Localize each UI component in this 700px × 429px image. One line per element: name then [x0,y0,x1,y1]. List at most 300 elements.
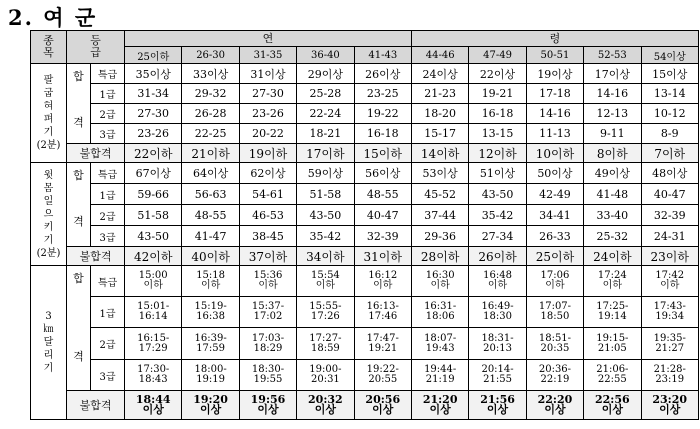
cell-line: 16:30 [425,270,455,281]
cell-line: 19:55 [253,374,283,385]
cell-line: 15:37- [251,301,285,312]
table-cell [125,266,182,297]
table-cell: 56-63 [182,184,239,205]
table-cell: 40-47 [354,205,411,226]
grade-label: 2급 [91,205,125,226]
cell-line: 이하 [373,280,393,291]
table-cell: 16-18 [469,104,526,124]
table-cell: 34-41 [526,205,583,226]
table-cell: 26-28 [182,104,239,124]
event-name-char: 기 [43,127,54,138]
pass-label [67,64,91,144]
fail-cell: 26이하 [469,247,526,266]
event-name-char: 펴 [43,114,54,125]
grade-label: 1급 [91,84,125,104]
cell-line: 21:27 [655,342,685,354]
age-col-header: 36-40 [297,47,354,64]
cell-line: 17:07- [538,301,572,312]
table-cell: 38-45 [239,226,296,247]
fail-cell: 34이하 [297,247,354,266]
table-cell: 48-55 [354,184,411,205]
cell-line: 20:14- [481,364,514,375]
fail-cell: 19이하 [239,144,296,163]
cell-line: 19:35- [653,332,686,344]
cell-line: 18:51- [538,332,572,344]
fail-cell [125,391,182,420]
fail-label: 불합격 [67,144,125,163]
event-name [31,64,67,163]
cell-line: 18:29 [253,342,283,354]
event-name-char: 기 [43,234,54,246]
cell-line: 17:46 [368,311,398,322]
cell-line: 22:56 [594,393,630,406]
cell-line: 22:20 [537,393,573,406]
fail-cell: 28이하 [411,247,468,266]
grade-header: 등 급 [67,31,125,64]
table-cell [469,360,526,391]
table-cell: 14-16 [584,84,641,104]
age-col-header: 50-51 [526,47,583,64]
event-name [31,163,67,266]
fail-cell [354,391,411,420]
event-name-char: (2분) [36,140,61,151]
cell-line: 16:31- [424,301,457,312]
event-name-char: 키 [43,221,54,233]
fail-cell [411,391,468,420]
table-cell: 13-15 [469,124,526,144]
table-cell: 51이상 [469,163,526,184]
table-cell [125,360,182,391]
table-cell: 11-13 [526,124,583,144]
fail-cell: 10이하 [526,144,583,163]
cell-line: 15:55- [309,301,342,312]
fail-cell: 17이하 [297,144,354,163]
pass-char: 격 [73,350,84,363]
cell-line: 19:19 [196,374,226,385]
table-cell: 29-36 [411,226,468,247]
cell-line: 18:06 [425,311,455,322]
event-name-char: 일 [43,195,54,207]
table-cell: 46-53 [239,205,296,226]
cell-line: 이하 [487,280,508,291]
cell-line: 16:14 [138,311,168,322]
table-cell: 14-16 [526,104,583,124]
fail-cell [297,391,354,420]
cell-line: 18:00- [194,364,227,375]
cell-line: 16:13- [366,301,399,312]
table-cell: 37-44 [411,205,468,226]
table-cell: 9-11 [584,124,641,144]
table-cell [125,328,182,360]
age-header-left: 연 [125,31,412,47]
cell-line: 16:49- [481,301,514,312]
table-cell: 50이상 [526,163,583,184]
grade-label: 3급 [91,360,125,391]
age-col-header: 52-53 [584,47,641,64]
grade-label: 3급 [91,124,125,144]
cell-line: 17:06 [540,270,570,281]
cell-line: 16:12 [368,270,398,281]
cell-line: 19:56 [250,393,286,406]
table-cell: 27-30 [239,84,296,104]
cell-line: 22:55 [597,374,627,385]
table-cell: 19-21 [469,84,526,104]
table-cell: 42-49 [526,184,583,205]
fail-cell: 23이하 [641,247,698,266]
table-cell [182,360,239,391]
cell-line: 이하 [258,280,278,291]
cell-line: 이상 [601,403,623,416]
table-cell: 22이상 [469,64,526,84]
table-cell [526,360,583,391]
table-cell [239,297,296,328]
event-name-char: 굽 [43,88,54,99]
cell-line: 18:31- [481,332,514,344]
cell-line: 17:27- [309,332,342,344]
age-col-header: 41-43 [354,47,411,64]
cell-line: 이상 [314,403,337,416]
cell-line: 이상 [659,403,681,416]
table-cell [411,328,468,360]
fail-cell [469,391,526,420]
table-cell: 32-39 [354,226,411,247]
table-cell [182,328,239,360]
cell-line: 이상 [372,403,394,416]
table-cell: 41-47 [182,226,239,247]
age-col-header: 26-30 [182,47,239,64]
age-header-right: 령 [411,31,698,47]
table-cell: 26이상 [354,64,411,84]
table-cell: 15이상 [641,64,698,84]
cell-line: 18:07- [424,332,457,344]
cell-line: 17:30- [137,364,170,375]
table-cell [354,328,411,360]
age-col-header: 25이하 [125,47,182,64]
cell-line: 16:48 [483,270,512,281]
table-cell [239,328,296,360]
event-name-char: ㎞ [43,324,54,335]
table-cell [584,297,641,328]
table-cell: 17-18 [526,84,583,104]
table-cell: 18-21 [297,124,354,144]
cell-line: 15:18 [196,270,226,281]
table-cell: 27-30 [125,104,182,124]
table-cell [641,360,698,391]
cell-line: 이상 [142,403,164,416]
table-cell [641,266,698,297]
cell-line: 18:59 [310,342,340,354]
table-cell [469,328,526,360]
table-cell [411,360,468,391]
cell-line: 21:20 [422,393,458,406]
table-cell: 32-39 [641,205,698,226]
cell-line: 이상 [544,403,566,416]
grade-label: 1급 [91,297,125,328]
cell-line: 15:01- [137,301,170,312]
table-cell [297,266,354,297]
table-cell [584,328,641,360]
table-cell: 35-42 [297,226,354,247]
event-name-char: 리 [43,350,54,361]
table-cell: 48이상 [641,163,698,184]
fail-cell: 14이하 [411,144,468,163]
cell-line: 20:31 [310,374,340,385]
age-col-header: 31-35 [239,47,296,64]
table-cell [584,266,641,297]
event-name [31,266,67,420]
table-cell [297,297,354,328]
fail-cell: 25이하 [526,247,583,266]
table-cell [641,328,698,360]
event-name-char: (2분) [36,247,61,259]
cell-line: 21:55 [483,374,512,385]
table-cell: 33-40 [584,205,641,226]
table-cell: 49이상 [584,163,641,184]
table-cell: 54-61 [239,184,296,205]
cell-line: 이하 [602,280,622,291]
fail-label: 불합격 [67,247,125,266]
cell-line: 17:25- [596,301,629,312]
age-col-header: 44-46 [411,47,468,64]
pass-label [67,163,91,247]
table-cell: 25-32 [584,226,641,247]
fail-cell [182,391,239,420]
table-cell: 59-66 [125,184,182,205]
table-cell: 24이상 [411,64,468,84]
table-cell [584,360,641,391]
fail-cell: 15이하 [354,144,411,163]
cell-line: 20:35 [540,342,570,354]
fail-cell: 8이하 [584,144,641,163]
fail-cell [584,391,641,420]
grade-label: 1급 [91,184,125,205]
event-name-char: 3 [45,311,52,322]
event-header: 종 목 [31,31,67,64]
fail-cell: 24이하 [584,247,641,266]
table-cell: 31이상 [239,64,296,84]
cell-line: 15:00 [138,270,168,281]
table-cell: 43-50 [469,184,526,205]
table-cell [182,297,239,328]
table-cell: 29-32 [182,84,239,104]
cell-line: 20:56 [365,393,401,406]
table-cell: 16-18 [354,124,411,144]
cell-line: 이상 [257,403,279,416]
cell-line: 17:47- [366,332,399,344]
cell-line: 20:32 [308,393,343,406]
cell-line: 19:22- [366,364,399,375]
table-cell [526,266,583,297]
age-col-header: 47-49 [469,47,526,64]
table-cell: 22-24 [297,104,354,124]
table-cell [411,266,468,297]
event-name-char: 몸 [43,182,54,194]
cell-line: 15:19- [194,301,227,312]
cell-line: 22:19 [540,374,570,385]
cell-line: 18:30- [251,364,285,375]
table-cell [125,297,182,328]
cell-line: 15:36 [253,270,283,281]
pass-char: 합 [73,70,84,83]
table-cell: 18-20 [411,104,468,124]
cell-line: 21:05 [597,342,627,354]
cell-line: 19:21 [368,342,398,354]
table-cell: 33이상 [182,64,239,84]
table-cell [526,297,583,328]
table-cell [469,266,526,297]
cell-line: 이하 [143,280,163,291]
event-name-char: 으 [43,208,54,220]
cell-line: 이하 [430,280,450,291]
fail-cell: 37이하 [239,247,296,266]
table-cell: 59이상 [297,163,354,184]
table-cell: 15-17 [411,124,468,144]
table-cell: 56이상 [354,163,411,184]
event-name-char: 달 [43,337,54,348]
table-cell [297,360,354,391]
fail-cell [239,391,296,420]
table-cell [469,297,526,328]
pass-char: 합 [73,169,84,182]
cell-line: 이하 [200,280,221,291]
table-cell: 45-52 [411,184,468,205]
table-cell: 23-26 [239,104,296,124]
fail-cell: 21이하 [182,144,239,163]
cell-line: 20:13 [483,342,512,354]
cell-line: 이상 [486,403,509,416]
table-cell: 22-25 [182,124,239,144]
cell-line: 이하 [315,280,336,291]
cell-line: 16:15- [137,332,170,344]
table-cell: 17이상 [584,64,641,84]
table-cell: 20-22 [239,124,296,144]
table-cell: 8-9 [641,124,698,144]
pass-char: 격 [73,215,84,228]
cell-line: 17:02 [253,311,283,322]
table-cell: 64이상 [182,163,239,184]
pass-label [67,266,91,391]
table-cell: 12-13 [584,104,641,124]
cell-line: 19:34 [655,311,685,322]
cell-line: 18:50 [540,311,570,322]
female-fitness-standards-table [30,30,699,420]
table-cell: 40-47 [641,184,698,205]
cell-line: 이하 [660,280,680,291]
table-cell [411,297,468,328]
event-name-char: 기 [43,363,54,374]
fail-label: 불합격 [67,391,125,420]
section-heading: 2. 여 군 [8,5,98,30]
cell-line: 20:55 [368,374,398,385]
table-cell: 43-50 [125,226,182,247]
cell-line: 20:36- [538,364,572,375]
grade-label: 2급 [91,104,125,124]
fail-cell [641,391,698,420]
grade-label: 특급 [91,266,125,297]
fail-cell: 7이하 [641,144,698,163]
table-cell: 29이상 [297,64,354,84]
cell-line: 이상 [199,403,222,416]
cell-line: 17:29 [138,342,168,354]
table-cell: 41-48 [584,184,641,205]
table-cell: 21-23 [411,84,468,104]
cell-line: 이상 [429,403,451,416]
cell-line: 19:20 [193,393,228,406]
cell-line: 19:14 [597,311,627,322]
grade-label: 특급 [91,64,125,84]
table-cell: 51-58 [125,205,182,226]
table-cell [526,328,583,360]
table-cell: 48-55 [182,205,239,226]
cell-line: 21:56 [480,393,515,406]
table-cell: 13-14 [641,84,698,104]
cell-line: 이하 [545,280,565,291]
table-cell [239,360,296,391]
table-cell: 26-33 [526,226,583,247]
event-name-char: 혀 [43,101,54,112]
cell-line: 19:43 [425,342,455,354]
table-cell [354,297,411,328]
grade-label: 2급 [91,328,125,360]
grade-label: 3급 [91,226,125,247]
table-cell [641,297,698,328]
fail-cell: 31이하 [354,247,411,266]
table-cell: 23-25 [354,84,411,104]
cell-line: 19:00- [309,364,342,375]
cell-line: 18:44 [135,393,171,406]
cell-line: 16:39- [194,332,227,344]
cell-line: 17:24 [597,270,627,281]
table-cell: 67이상 [125,163,182,184]
cell-line: 15:54 [310,270,340,281]
cell-line: 17:26 [310,311,340,322]
fail-cell: 12이하 [469,144,526,163]
pass-char: 격 [73,116,84,129]
table-cell: 35-42 [469,205,526,226]
table-cell: 27-34 [469,226,526,247]
table-cell: 19이상 [526,64,583,84]
table-cell: 23-26 [125,124,182,144]
event-name-char: 윗 [43,169,54,181]
age-col-header: 54이상 [641,47,698,64]
cell-line: 21:28- [653,364,686,375]
table-cell: 53이상 [411,163,468,184]
table-cell [297,328,354,360]
cell-line: 23:20 [652,393,688,406]
grade-label: 특급 [91,163,125,184]
table-cell: 24-31 [641,226,698,247]
cell-line: 21:06- [596,364,629,375]
fail-cell: 40이하 [182,247,239,266]
fail-cell: 22이하 [125,144,182,163]
table-cell: 31-34 [125,84,182,104]
cell-line: 17:59 [196,342,226,354]
cell-line: 17:42 [655,270,685,281]
cell-line: 21:19 [425,374,455,385]
cell-line: 23:19 [655,374,685,385]
cell-line: 18:30 [483,311,512,322]
cell-line: 17:03- [251,332,285,344]
table-cell: 25-28 [297,84,354,104]
table-cell [182,266,239,297]
cell-line: 19:44- [424,364,457,375]
fail-cell [526,391,583,420]
table-cell [354,360,411,391]
cell-line: 19:15- [596,332,629,344]
table-cell: 51-58 [297,184,354,205]
table-cell [354,266,411,297]
fail-cell: 42이하 [125,247,182,266]
